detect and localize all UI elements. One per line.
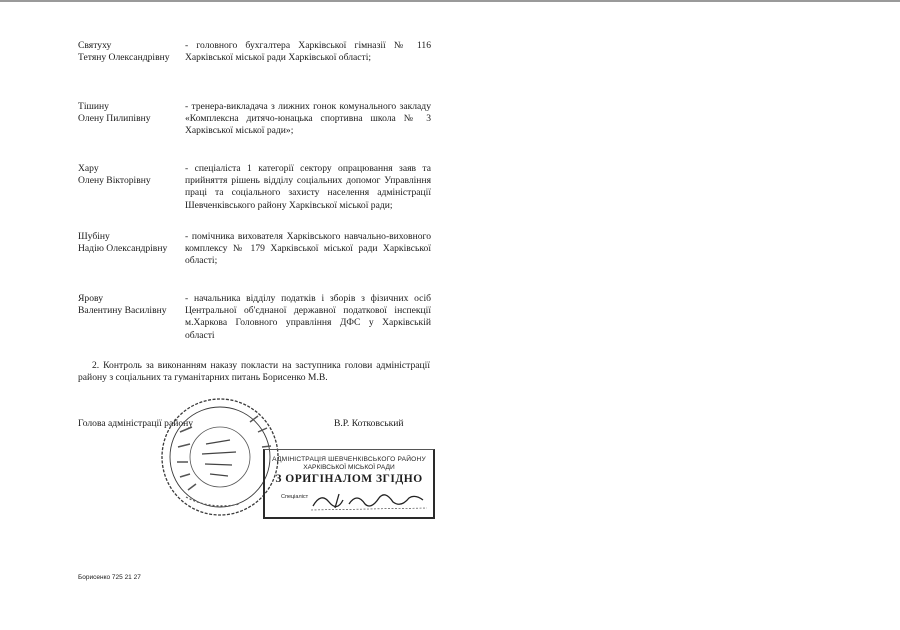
position-description: - спеціаліста 1 категорії сектору опрацювання заяв та прийняття рішень відділу соціальних допомог Управління праці та соціального захисту населення адміністрації Шевченківського району Харківської міської ради; bbox=[185, 163, 431, 211]
handwritten-signature-icon bbox=[309, 486, 429, 514]
surname: Святуху bbox=[78, 40, 112, 51]
person-name bbox=[78, 101, 186, 125]
signature-name: В.Р. Котковський bbox=[334, 418, 404, 429]
position-description: - начальника відділу податків і зборів з фізичних осіб Центральної об'єднаної державної податкової інспекції м.Харкова Головного управління ДФС у Харківській області bbox=[185, 293, 431, 341]
person-name bbox=[78, 231, 186, 255]
scan-top-edge bbox=[0, 0, 900, 2]
signature-title: Голова адміністрації району bbox=[78, 418, 194, 429]
given-name: Тетяну Олександрівну bbox=[78, 52, 170, 64]
person-name bbox=[78, 163, 186, 187]
surname: Шубіну bbox=[78, 231, 110, 242]
given-name: Олену Вікторівну bbox=[78, 175, 151, 187]
given-name: Валентину Василівну bbox=[78, 305, 167, 317]
position-description: - помічника вихователя Харківського навчально-виховного комплексу № 179 Харківської міської ради Харківської області; bbox=[185, 231, 431, 267]
stamp-line-2: ХАРКІВСЬКОЇ МІСЬКОЇ РАДИ bbox=[303, 463, 395, 471]
control-paragraph: 2. Контроль за виконанням наказу покласти на заступника голови адміністрації району з соціальних та гуманітарних питань Борисенко М.В. bbox=[78, 360, 430, 384]
footer-note: Борисенко 725 21 27 bbox=[78, 574, 141, 581]
surname: Ярову bbox=[78, 293, 103, 304]
person-name bbox=[78, 293, 186, 317]
stamp-line-1: АДМІНІСТРАЦІЯ ШЕВЧЕНКІВСЬКОГО РАЙОНУ bbox=[272, 456, 426, 463]
stamp-small-text: Спеціаліст bbox=[281, 494, 309, 500]
stamp-main-text: З ОРИГІНАЛОМ ЗГІДНО bbox=[275, 473, 423, 485]
person-name bbox=[78, 40, 186, 64]
given-name: Надію Олександрівну bbox=[78, 243, 168, 255]
surname: Тішину bbox=[78, 101, 109, 112]
certification-stamp bbox=[263, 449, 435, 519]
given-name: Олену Пилипівну bbox=[78, 113, 151, 125]
position-description: - головного бухгалтера Харківської гімназії № 116 Харківської міської ради Харківської області; bbox=[185, 40, 431, 64]
position-description: - тренера-викладача з лижних гонок комунального закладу «Комплексна дитячо-юнацька спортивна школа № 3 Харківської міської ради»; bbox=[185, 101, 431, 137]
surname: Хару bbox=[78, 163, 99, 174]
